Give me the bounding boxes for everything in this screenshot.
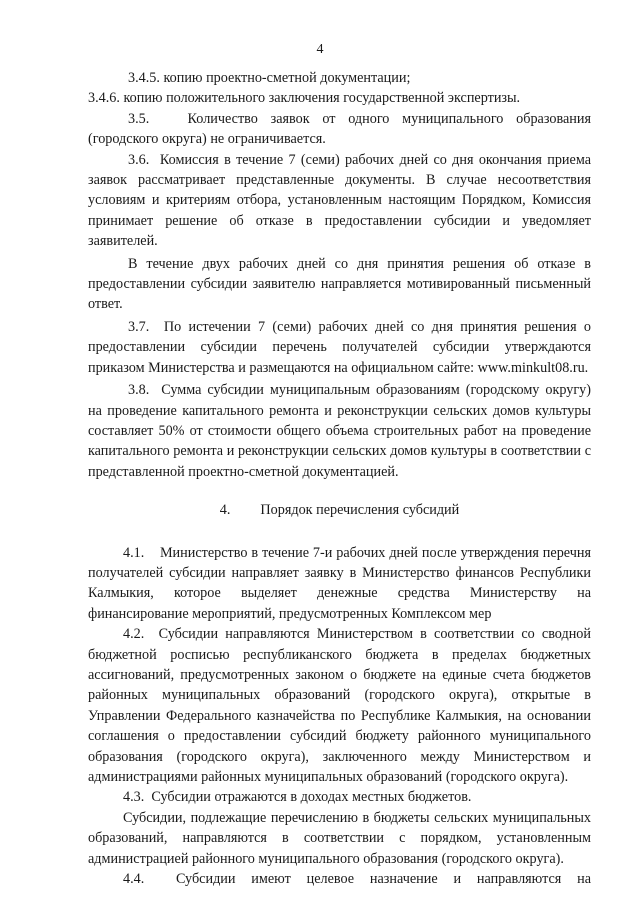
section-4-title: Порядок перечисления субсидий [260, 502, 460, 519]
page-number: 4 [316, 42, 324, 57]
item-3-8: 3.8. Сумма субсидии муниципальным образованиям (городскому округу) на проведение капитального ремонта и реконструкции сельских домов культуры составляет 50% от стоимости общего объема строительных работ на проведение капитального ремонта и реконструкции сельских домов культуры в соответствии с представленной проектно-сметной документацией. [88, 382, 591, 480]
item-3-6-refusal: В течение двух рабочих дней со дня принятия решения об отказе в предоставлении субсидии заявителю направляется мотивированный письменный ответ. [88, 255, 591, 313]
item-3-4-5: 3.4.5. копию проектно-сметной документации; [128, 70, 411, 86]
item-3-6: 3.6. Комиссия в течение 7 (семи) рабочих дней со дня окончания приема заявок рассматривает представленные документы. В случае несоответствия условиям и критериям отбора, установленным настоящим Порядком, Комиссия принимает решение об отказе в предоставлении субсидии и уведомляет заявителей. [88, 151, 591, 250]
document-body [88, 68, 591, 889]
item-4-2: 4.2. Субсидии направляются Министерством в соответствии со сводной бюджетной росписью республиканского бюджета в пределах бюджетных ассигнований, предусмотренных законом о бюджете на единые счета бюджетов районных муниципальных образований (городского округа), открытые в Управлении Федерального казначейства по Республике Калмыкия, на основании соглашения о предоставлении субсидий бюджету районного муниципального образования (городского округа), заключенного между Министерством и администрациями районных муниципальных образований (городского округа). [88, 626, 591, 785]
item-4-3: 4.3. Субсидии отражаются в доходах местных бюджетов. [123, 789, 472, 806]
section-4-heading [88, 500, 591, 520]
item-3-4-6: 3.4.6. копию положительного заключения государственной экспертизы. [88, 90, 521, 107]
item-4-1: 4.1. Министерство в течение 7-и рабочих дней после утверждения перечня получателей субсидии направляет заявку в Министерство финансов Республики Калмыкия, которое выделяет денежные средства Министерству на финансирование мероприятий, предусмотренных Комплексом мер [88, 544, 591, 622]
item-3-5: 3.5. Количество заявок от одного муниципального образования (городского округа) не ограничивается. [88, 110, 591, 148]
section-4-number: 4. [219, 502, 231, 519]
item-3-7: 3.7. По истечении 7 (семи) рабочих дней со дня принятия решения о предоставлении субсидии перечень получателей субсидии утверждаются приказом Министерства и размещаются на официальном сайте: www.minkult08.ru. [88, 318, 591, 376]
item-4-3-rural: Субсидии, подлежащие перечислению в бюджеты сельских муниципальных образований, направляются в соответствии с порядком, установленным администрацией районного муниципального образования (городского округа). [88, 809, 591, 867]
item-4-4: 4.4. Субсидии имеют целевое назначение и направляются на [123, 871, 591, 888]
